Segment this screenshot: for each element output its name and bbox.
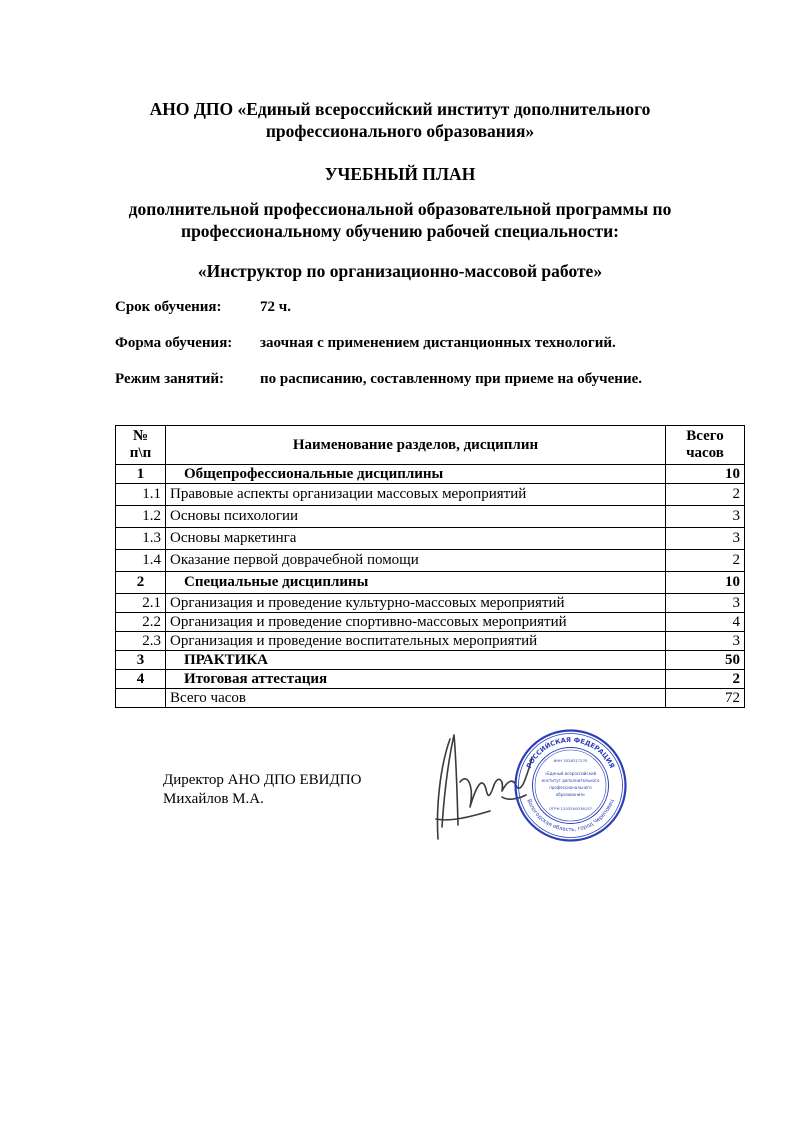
row-name: Специальные дисциплины	[166, 572, 666, 594]
form-label: Форма обучения:	[115, 335, 233, 351]
stamp-center-line-4: образования»	[555, 792, 586, 797]
stamp-inn: ИНН 3528317270	[553, 758, 588, 763]
row-hours: 10	[666, 572, 745, 594]
signer-name: Михайлов М.А.	[163, 791, 264, 807]
row-num: 4	[116, 670, 166, 689]
org-header	[0, 98, 800, 142]
header-hours	[666, 426, 745, 465]
table-row	[116, 594, 745, 613]
stamp-center-line-2: институт дополнительного	[541, 778, 600, 783]
row-hours: 10	[666, 465, 745, 484]
org-line-2: профессионального образования»	[265, 121, 535, 141]
row-name: Оказание первой доврачебной помощи	[166, 550, 666, 572]
schedule-label: Режим занятий:	[115, 371, 225, 387]
row-name: Правовые аспекты организации массовых мероприятий	[166, 484, 666, 506]
row-hours: 3	[666, 632, 745, 651]
table-row	[116, 632, 745, 651]
row-num: 1.1	[116, 484, 166, 506]
row-name: Организация и проведение культурно-массовых мероприятий	[166, 594, 666, 613]
header-hours-line-2: часов	[686, 445, 724, 461]
row-num: 1.2	[116, 506, 166, 528]
stamp-center-line-1: «Единый всероссийский	[544, 771, 597, 776]
organization-stamp	[513, 728, 628, 843]
row-name: Основы маркетинга	[166, 528, 666, 550]
subtitle-line-1: дополнительной профессиональной образовательной программы по	[128, 199, 672, 219]
row-num: 2.3	[116, 632, 166, 651]
table-row	[116, 550, 745, 572]
stamp-ogrn: ОГРН 1203500036157	[548, 806, 593, 811]
row-hours: 2	[666, 484, 745, 506]
duration-value: 72 ч.	[260, 299, 291, 315]
table-row	[116, 528, 745, 550]
row-name: Итоговая аттестация	[166, 670, 666, 689]
header-num	[116, 426, 166, 465]
row-num: 2	[116, 572, 166, 594]
row-name: Организация и проведение воспитательных мероприятий	[166, 632, 666, 651]
program-name: «Инструктор по организационно-массовой работе»	[197, 261, 603, 281]
table-row	[116, 506, 745, 528]
document-subtitle	[0, 198, 800, 242]
schedule-value: по расписанию, составленному при приеме на обучение.	[260, 371, 642, 387]
header-num-line-2: п\п	[129, 445, 152, 461]
row-num: 1	[116, 465, 166, 484]
signer-block	[163, 771, 361, 809]
row-hours: 50	[666, 651, 745, 670]
table-header-row	[116, 426, 745, 465]
row-num: 3	[116, 651, 166, 670]
table-row	[116, 670, 745, 689]
table-total-row	[116, 689, 745, 708]
row-hours: 3	[666, 594, 745, 613]
duration-label: Срок обучения:	[115, 299, 222, 315]
row-name: Организация и проведение спортивно-массовых мероприятий	[166, 613, 666, 632]
table-row	[116, 651, 745, 670]
signer-position: Директор АНО ДПО ЕВИДПО	[163, 772, 362, 788]
header-hours-line-1: Всего	[686, 428, 724, 444]
org-line-1: АНО ДПО «Единый всероссийский институт дополнительного	[149, 99, 651, 119]
table-row	[116, 484, 745, 506]
row-num: 2.2	[116, 613, 166, 632]
document-title: УЧЕБНЫЙ ПЛАН	[324, 164, 476, 184]
row-hours: 4	[666, 613, 745, 632]
total-hours: 72	[666, 689, 745, 708]
table-row	[116, 572, 745, 594]
row-num: 1.3	[116, 528, 166, 550]
row-name: ПРАКТИКА	[166, 651, 666, 670]
row-hours: 3	[666, 528, 745, 550]
table-row	[116, 613, 745, 632]
stamp-bottom-text: Вологодская область, город Череповец	[525, 798, 616, 834]
table-row	[116, 465, 745, 484]
row-hours: 3	[666, 506, 745, 528]
row-hours: 2	[666, 670, 745, 689]
row-num: 1.4	[116, 550, 166, 572]
subtitle-line-2: профессиональному обучению рабочей специальности:	[180, 221, 620, 241]
stamp-center-line-3: профессионального	[549, 785, 592, 790]
row-name: Основы психологии	[166, 506, 666, 528]
stamp-top-text: РОССИЙСКАЯ ФЕДЕРАЦИЯ	[524, 735, 617, 770]
row-hours: 2	[666, 550, 745, 572]
header-num-line-1: №	[132, 428, 149, 444]
total-num-cell	[116, 689, 166, 708]
total-label: Всего часов	[166, 689, 666, 708]
header-name: Наименование разделов, дисциплин	[166, 426, 666, 465]
row-num: 2.1	[116, 594, 166, 613]
row-name: Общепрофессиональные дисциплины	[166, 465, 666, 484]
curriculum-table	[115, 425, 745, 708]
form-value: заочная с применением дистанционных технологий.	[260, 335, 616, 351]
